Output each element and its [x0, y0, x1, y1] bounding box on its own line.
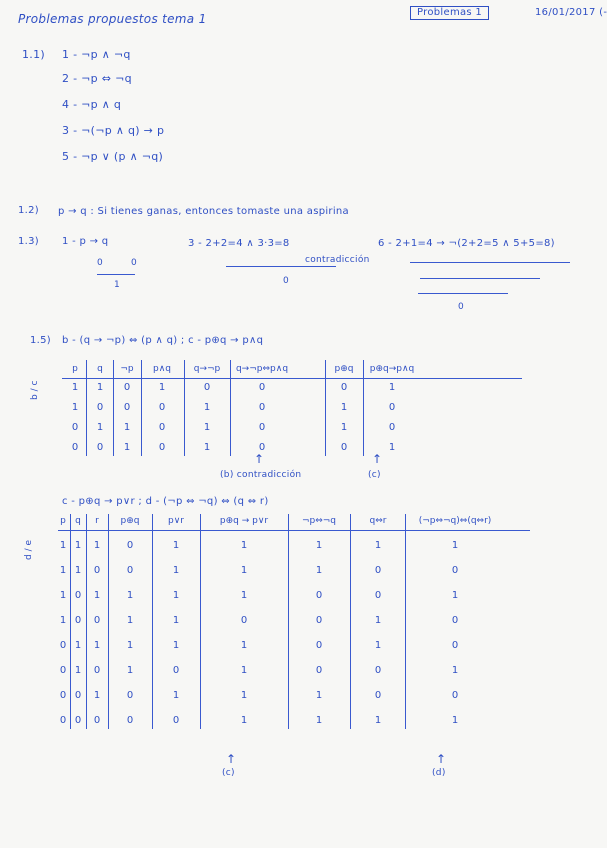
table-1-cell-r1-c5: 0 [203, 382, 211, 393]
exercise-1-3-a-val-p: 0 [97, 258, 104, 268]
exercise-1-3-b-result: 0 [283, 276, 290, 286]
table-2-cell-r3-c9: 1 [451, 590, 459, 601]
table-2-cell-r7-c2: 0 [74, 690, 82, 701]
table-2-cell-r6-c6: 1 [240, 665, 248, 676]
table-2-cell-r8-c3: 0 [93, 715, 101, 726]
table-2-cell-r2-c5: 1 [172, 565, 180, 576]
problem-set-tag: Problemas 1 [410, 6, 489, 20]
table-1-cell-r4-c2: 0 [96, 442, 104, 453]
table-2-header-7: ¬p⇔¬q [301, 516, 337, 526]
table-1-cell-r2-c5: 1 [203, 402, 211, 413]
table-2-cell-r4-c5: 1 [172, 615, 180, 626]
exercise-1-2-label: 1.2) [18, 205, 40, 216]
table-2-cell-r1-c7: 1 [315, 540, 323, 551]
table-1-cell-r3-c1: 0 [71, 422, 79, 433]
table-2-cell-r2-c9: 0 [451, 565, 459, 576]
table-1-cell-r1-c3: 0 [123, 382, 131, 393]
table-1-header-rule [62, 378, 522, 379]
table-2-cell-r3-c1: 1 [59, 590, 67, 601]
table-2-header-3: r [95, 516, 99, 526]
exercise-1-5-label: 1.5) [30, 335, 52, 346]
table-1-header-3: ¬p [120, 364, 134, 374]
table-1-cell-r3-c4: 0 [158, 422, 166, 433]
table-2-cell-r5-c7: 0 [315, 640, 323, 651]
table-2-header-6: p⊕q → p∨r [219, 516, 269, 526]
date-label: 16/01/2017 (- [535, 7, 607, 18]
table-2-cell-r6-c2: 1 [74, 665, 82, 676]
table-2-cell-r3-c6: 1 [240, 590, 248, 601]
table-2-cell-r3-c3: 1 [93, 590, 101, 601]
table-1-col-divider-6 [325, 360, 326, 456]
page-title: Problemas propuestos tema 1 [18, 12, 207, 26]
exercise-1-3-a-expr: 1 - p → q [62, 236, 109, 247]
exercise-1-3-c-result: 0 [458, 302, 465, 312]
table-2-cell-r6-c9: 1 [451, 665, 459, 676]
table-1-cell-r2-c8: 0 [388, 402, 396, 413]
table-2-col-divider-7 [350, 514, 351, 729]
table-2-cell-r4-c9: 0 [451, 615, 459, 626]
table-2-col-divider-3 [108, 514, 109, 729]
table-2-cell-r5-c1: 0 [59, 640, 67, 651]
table-2-cell-r3-c2: 0 [74, 590, 82, 601]
table-2-header-4: p⊕q [120, 516, 140, 526]
table-2-cell-r6-c1: 0 [59, 665, 67, 676]
table-1-cell-r3-c7: 1 [340, 422, 348, 433]
table-2-cell-r8-c5: 0 [172, 715, 180, 726]
table-1-cell-r1-c2: 1 [96, 382, 104, 393]
table-1-cell-r4-c3: 1 [123, 442, 131, 453]
table-1-note-b: (b) contradicción [220, 470, 302, 480]
table-2-header-rule [58, 530, 530, 531]
table-1-note-c: (c) [368, 470, 381, 480]
table-1-cell-r2-c3: 0 [123, 402, 131, 413]
table-2-cell-r5-c6: 1 [240, 640, 248, 651]
table-2-col-divider-6 [288, 514, 289, 729]
table-1-cell-r2-c2: 0 [96, 402, 104, 413]
table-1-header-1: p [72, 364, 78, 374]
exercise-1-3-c-bracket-3 [418, 293, 508, 294]
table-2-cell-r5-c8: 1 [374, 640, 382, 651]
table-2-cell-r6-c4: 1 [126, 665, 134, 676]
exercise-1-3-a-val-q: 0 [131, 258, 138, 268]
table-1-cell-r3-c2: 1 [96, 422, 104, 433]
table-2-arrow-2: ↑ [436, 752, 447, 766]
exercise-1-2-text: p → q : Si tienes ganas, entonces tomaste una aspirina [58, 206, 349, 217]
table-1-header-2: q [97, 364, 103, 374]
table-1-cell-r1-c6: 0 [258, 382, 266, 393]
table-1-header-6: q→¬p⇔p∧q [235, 364, 289, 374]
exercise-1-1-item-5: 5 - ¬p ∨ (p ∧ ¬q) [62, 150, 164, 163]
table-2-cell-r4-c4: 1 [126, 615, 134, 626]
exercise-1-5-text: b - (q → ¬p) ⇔ (p ∧ q) ; c - p⊕q → p∧q [62, 335, 264, 346]
table-1-header-8: p⊕q→p∧q [369, 364, 415, 374]
table-1-header-7: p⊕q [334, 364, 354, 374]
table-2-col-divider-5 [200, 514, 201, 729]
table-2-cell-r5-c9: 0 [451, 640, 459, 651]
table-2-cell-r1-c2: 1 [74, 540, 82, 551]
table-1-col-divider-5 [230, 360, 231, 456]
table-1-col-divider-1 [86, 360, 87, 456]
table-2-col-divider-8 [405, 514, 406, 729]
table-2-cell-r2-c6: 1 [240, 565, 248, 576]
table-2-cell-r4-c3: 0 [93, 615, 101, 626]
table-2-cell-r5-c2: 1 [74, 640, 82, 651]
table-2-cell-r5-c4: 1 [126, 640, 134, 651]
table-2-cell-r2-c2: 1 [74, 565, 82, 576]
table-2-cell-r1-c4: 0 [126, 540, 134, 551]
exercise-1-5-de-text: c - p⊕q → p∨r ; d - (¬p ⇔ ¬q) ⇔ (q ⇔ r) [62, 496, 269, 507]
table-2-cell-r7-c4: 0 [126, 690, 134, 701]
table-1-cell-r3-c5: 1 [203, 422, 211, 433]
table-1-cell-r4-c4: 0 [158, 442, 166, 453]
exercise-1-1-item-1: 1 - ¬p ∧ ¬q [62, 48, 131, 61]
table-2-cell-r4-c2: 0 [74, 615, 82, 626]
table-1-cell-r2-c1: 1 [71, 402, 79, 413]
table-2-header-5: p∨r [167, 516, 184, 526]
table-1-header-5: q→¬p [193, 364, 221, 374]
table-2-cell-r8-c7: 1 [315, 715, 323, 726]
table-2-cell-r1-c6: 1 [240, 540, 248, 551]
table-2-cell-r2-c7: 1 [315, 565, 323, 576]
table-2-cell-r4-c8: 1 [374, 615, 382, 626]
table-2-cell-r7-c5: 1 [172, 690, 180, 701]
table-2-cell-r8-c6: 1 [240, 715, 248, 726]
table-2-cell-r7-c1: 0 [59, 690, 67, 701]
table-1-col-divider-7 [363, 360, 364, 456]
table-2-cell-r2-c8: 0 [374, 565, 382, 576]
table-2-cell-r8-c2: 0 [74, 715, 82, 726]
exercise-1-3-c-bracket-1 [410, 262, 570, 263]
table-2-cell-r2-c4: 0 [126, 565, 134, 576]
exercise-1-3-label: 1.3) [18, 236, 40, 247]
table-2-cell-r4-c7: 0 [315, 615, 323, 626]
table-2-cell-r4-c6: 0 [240, 615, 248, 626]
table-2-cell-r4-c1: 1 [59, 615, 67, 626]
table-1-cell-r1-c1: 1 [71, 382, 79, 393]
table-2-note-1: (c) [222, 768, 235, 778]
exercise-1-1-item-4: 3 - ¬(¬p ∧ q) → p [62, 124, 165, 137]
table-2-cell-r2-c3: 0 [93, 565, 101, 576]
table-2-arrow-1: ↑ [226, 752, 237, 766]
table-2-cell-r8-c1: 0 [59, 715, 67, 726]
table-2-cell-r1-c1: 1 [59, 540, 67, 551]
exercise-1-1-item-3: 4 - ¬p ∧ q [62, 98, 122, 111]
table-2-col-divider-4 [152, 514, 153, 729]
table-1-cell-r3-c6: 0 [258, 422, 266, 433]
table-1-cell-r1-c7: 0 [340, 382, 348, 393]
table-2-cell-r2-c1: 1 [59, 565, 67, 576]
table-1-cell-r3-c3: 1 [123, 422, 131, 433]
table-2-side-label: d / e [24, 539, 34, 560]
table-1-cell-r4-c8: 1 [388, 442, 396, 453]
table-1-cell-r4-c6: 0 [258, 442, 266, 453]
table-2-cell-r1-c9: 1 [451, 540, 459, 551]
table-2-cell-r3-c8: 0 [374, 590, 382, 601]
table-2-cell-r5-c3: 1 [93, 640, 101, 651]
table-1-col-divider-2 [113, 360, 114, 456]
table-1-header-4: p∧q [152, 364, 171, 374]
table-1-cell-r1-c4: 1 [158, 382, 166, 393]
table-2-cell-r6-c7: 0 [315, 665, 323, 676]
table-2-note-2: (d) [432, 768, 446, 778]
table-2-header-2: q [75, 516, 81, 526]
table-2-cell-r5-c5: 1 [172, 640, 180, 651]
table-2-cell-r7-c7: 1 [315, 690, 323, 701]
table-2-cell-r8-c9: 1 [451, 715, 459, 726]
table-1-cell-r4-c5: 1 [203, 442, 211, 453]
table-2-cell-r3-c4: 1 [126, 590, 134, 601]
table-2-cell-r3-c5: 1 [172, 590, 180, 601]
table-2-cell-r7-c6: 1 [240, 690, 248, 701]
table-2-cell-r1-c8: 1 [374, 540, 382, 551]
table-1-col-divider-4 [184, 360, 185, 456]
exercise-1-3-a-bracket [97, 274, 135, 275]
exercise-1-3-c-expr: 6 - 2+1=4 → ¬(2+2=5 ∧ 5+5=8) [378, 238, 555, 249]
table-2-cell-r7-c9: 0 [451, 690, 459, 701]
table-1-col-divider-3 [141, 360, 142, 456]
table-2-cell-r7-c8: 0 [374, 690, 382, 701]
table-2-cell-r8-c4: 0 [126, 715, 134, 726]
table-1-cell-r1-c8: 1 [388, 382, 396, 393]
table-2-cell-r1-c3: 1 [93, 540, 101, 551]
table-2-header-1: p [60, 516, 66, 526]
table-1-cell-r2-c4: 0 [158, 402, 166, 413]
table-2-cell-r6-c8: 0 [374, 665, 382, 676]
table-1-cell-r4-c7: 0 [340, 442, 348, 453]
table-2-cell-r7-c3: 1 [93, 690, 101, 701]
table-2-cell-r1-c5: 1 [172, 540, 180, 551]
exercise-1-1-item-2: 2 - ¬p ⇔ ¬q [62, 72, 132, 85]
table-2-header-9: (¬p⇔¬q)⇔(q⇔r) [418, 516, 492, 526]
table-2-cell-r3-c7: 0 [315, 590, 323, 601]
table-2-cell-r8-c8: 1 [374, 715, 382, 726]
table-1-cell-r3-c8: 0 [388, 422, 396, 433]
exercise-1-3-a-result: 1 [114, 280, 121, 290]
table-1-cell-r4-c1: 0 [71, 442, 79, 453]
exercise-1-1-label: 1.1) [22, 48, 45, 61]
table-1-arrow-b: ↑ [254, 452, 265, 466]
table-2-cell-r6-c5: 0 [172, 665, 180, 676]
table-1-side-label: b / c [30, 380, 40, 400]
table-2-cell-r6-c3: 0 [93, 665, 101, 676]
table-2-header-8: q⇔r [369, 516, 387, 526]
table-1-arrow-c: ↑ [372, 452, 383, 466]
exercise-1-3-b-expr: 3 - 2+2=4 ∧ 3·3=8 [188, 238, 290, 249]
table-1-cell-r2-c6: 0 [258, 402, 266, 413]
exercise-1-3-b-bracket [226, 266, 336, 267]
exercise-1-3-c-bracket-2 [420, 278, 540, 279]
table-1-cell-r2-c7: 1 [340, 402, 348, 413]
exercise-1-3-b-note: contradicción [305, 255, 370, 265]
